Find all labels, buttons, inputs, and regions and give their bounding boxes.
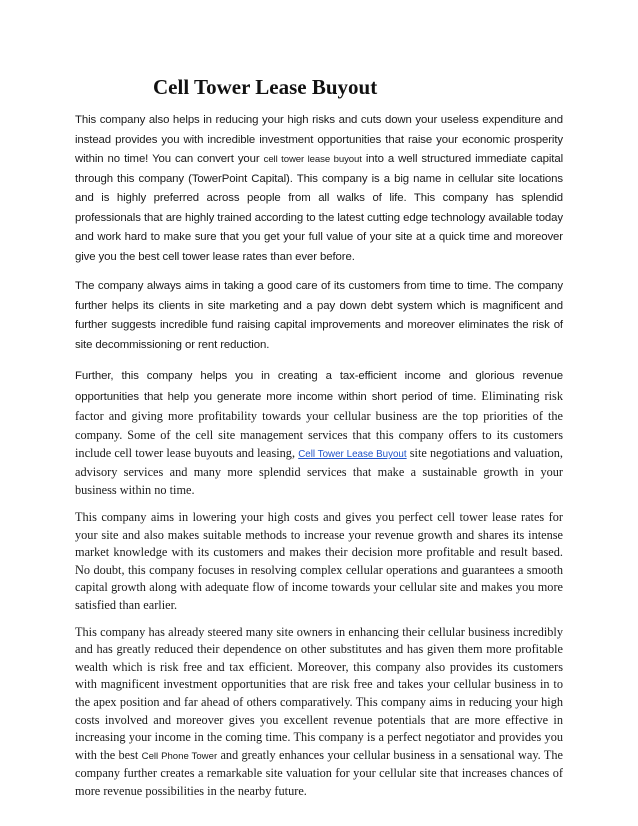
- paragraph-4: This company aims in lowering your high costs and gives you perfect cell tower lease rates for your site and also makes suitable methods to increase your revenue growth and shares its intense market knowledge with its customers and makes their decision more profitable and result based. No doubt, this company focuses in resolving complex cellular operations and guarantees a smooth capital growth along with adequate flow of income towards your cellular site and makes you more satisfied than earlier.: [75, 509, 563, 612]
- paragraph-3-text-a: Further, this company helps you in creating a tax-efficient income and glorious revenue opportunities that help you generate more income within short period of time.: [75, 370, 563, 403]
- paragraph-3-text-c: site negotiations and valuation, advisory services and many more splendid services that make a sustainable growth in your business within no time.: [75, 446, 563, 498]
- document-body: [75, 74, 563, 800]
- paragraph-1-text-c: into a well structured immediate capital through this company (TowerPoint Capital). This company is a big name in cellular site locations and is highly preferred across people from all walks of life. This company has splendid professionals that are highly trained according to the latest cutting edge technology available today and work hard to make sure that you get your full value of your site at a quick time and moreover give you the best cell tower lease rates than ever before.: [75, 153, 563, 263]
- paragraph-5-text-c: and greatly enhances your cellular business in a sensational way. The company further creates a remarkable site valuation for your cellular site that increases chances of more revenue possibilities in the nearby future.: [75, 747, 563, 798]
- paragraph-3: [75, 366, 563, 500]
- paragraph-2: The company always aims in taking a good care of its customers from time to time. The company further helps its clients in site marketing and a pay down debt system which is magnificent and further suggests incredible fund raising capital improvements and moreover eliminates the risk of site decommissioning or rent reduction.: [75, 280, 563, 351]
- inline-keyword-cell-tower-lease-buyout: cell tower lease buyout: [263, 154, 362, 165]
- inline-keyword-cell-phone-tower: Cell Phone Tower: [141, 750, 218, 762]
- page-title: Cell Tower Lease Buyout: [153, 75, 378, 99]
- paragraph-3-text-b: Eliminating risk factor and giving more profitability towards your cellular business are the top priorities of the company. Some of the cell site management services that this company offers to its customers include cell tower lease buyouts and leasing,: [75, 388, 563, 461]
- paragraph-5: [75, 624, 563, 801]
- paragraph-5-text-a: This company has already steered many site owners in enhancing their cellular business incredibly and has greatly reduced their dependence on other substitutes and has given them more profitable wealth which is risk free and tax efficient. Moreover, this company also provides its customers with magnificent investment opportunities that are risk free and takes your cellular business in to the apex position and far ahead of others comparatively. This company aims in reducing your high costs involved and moreover gives you excellent revenue potentials that are more effective in increasing your income in the coming time. This company is a perfect negotiator and provides you with the best: [75, 624, 563, 762]
- paragraph-1: [75, 111, 563, 267]
- cell-tower-lease-buyout-link[interactable]: Cell Tower Lease Buyout: [298, 449, 407, 461]
- paragraph-1-text-a: This company also helps in reducing your high risks and cuts down your useless expenditure and instead provides you with incredible investment opportunities that raise your economic prosperity within no time! You can convert your: [75, 114, 563, 165]
